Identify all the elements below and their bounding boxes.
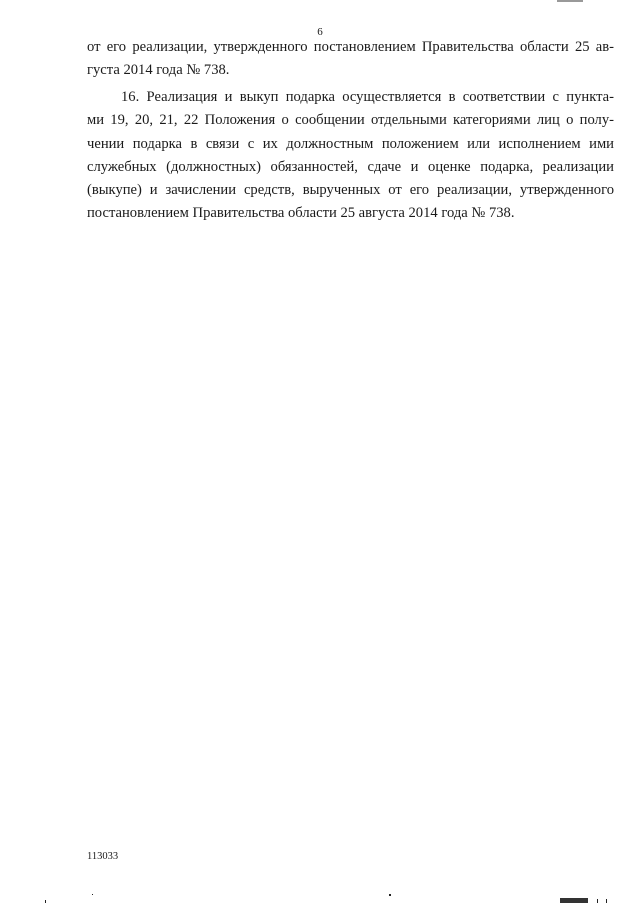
paragraph-16-line-6: постановлением Правительства области 25 августа 2014 года № 738. [87, 205, 515, 221]
paragraph-16-line-2: ми 19, 20, 21, 22 Положения о сообщении отдельными категориями лиц о полу- [87, 112, 614, 128]
scan-artifact-bottom-dot-1 [92, 894, 93, 895]
scan-artifact-bottom-right-tick-2 [606, 899, 607, 903]
paragraph-16-line-4: служебных (должностных) обязанностей, сдаче и оценке подарка, реализации [87, 159, 614, 175]
paragraph-16-line-3: чении подарка в связи с их должностным положением или исполнением ими [87, 136, 614, 152]
paragraph-16-line-1: 16. Реализация и выкуп подарка осуществляется в соответствии с пункта- [121, 89, 614, 105]
paragraph-16-line-5: (выкупе) и зачислении средств, вырученных от его реализации, утвержденного [87, 182, 614, 198]
scan-artifact-top-right [557, 0, 583, 2]
scan-artifact-bottom-left [45, 900, 46, 903]
scan-artifact-bottom-right-tick-1 [597, 899, 598, 903]
paragraph-15-line-1: от его реализации, утвержденного постановлением Правительства области 25 ав- [87, 39, 614, 55]
document-code: 113033 [87, 851, 119, 862]
page-number: 6 [317, 26, 323, 38]
scan-artifact-bottom-right-bar [560, 898, 588, 903]
scan-artifact-bottom-dot-2 [389, 894, 391, 896]
paragraph-15-line-2: густа 2014 года № 738. [87, 62, 230, 78]
